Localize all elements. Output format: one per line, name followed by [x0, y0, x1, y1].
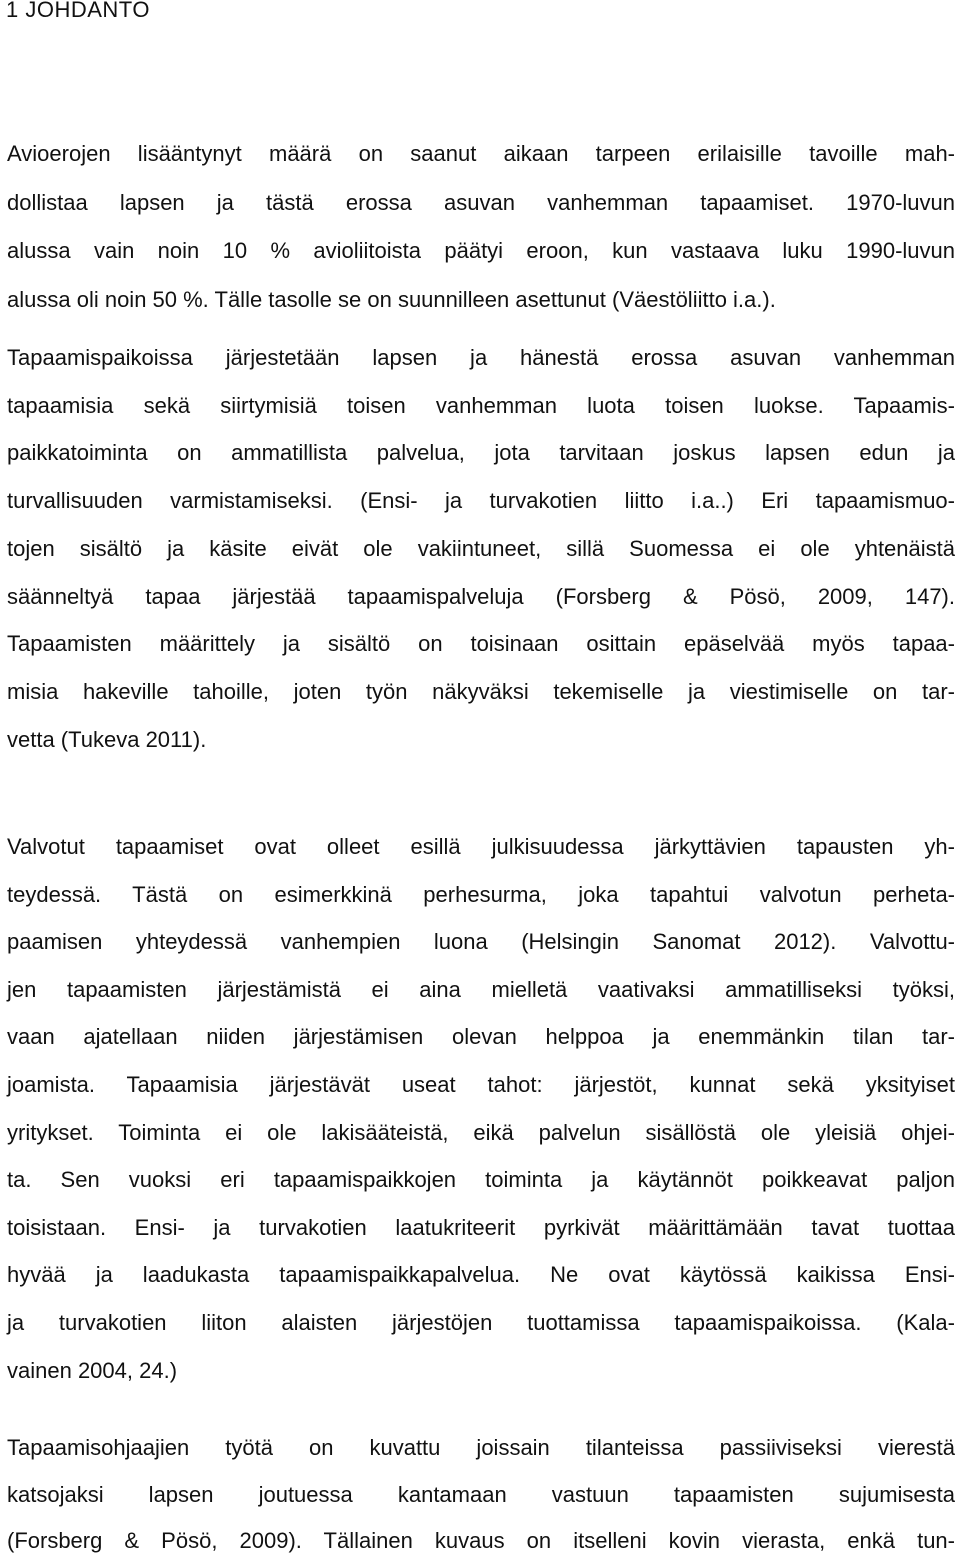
- paragraph-2: [7, 334, 955, 763]
- text-line: Avioerojen lisääntynyt määrä on saanut aikaan tarpeen erilaisille tavoille mah-: [7, 141, 955, 166]
- text-line: misia hakeville tahoille, joten työn näkyväksi tekemiselle ja viestimiselle on tar-: [7, 678, 955, 704]
- text-line: turvallisuuden varmistamiseksi. (Ensi- ja turvakotien liitto i.a..) Eri tapaamismuo-: [7, 488, 955, 514]
- text-line: toisistaan. Ensi- ja turvakotien laatukriteerit pyrkivät määrittämään tavat tuottaa: [7, 1214, 955, 1240]
- text-line: katsojaksi lapsen joutuessa kantamaan vastuun tapaamisten sujumisesta: [7, 1481, 955, 1507]
- text-line: Valvotut tapaamiset ovat olleet esillä julkisuudessa järkyttävien tapausten yh-: [7, 834, 955, 859]
- text-line: vaan ajatellaan niiden järjestämisen olevan helppoa ja enemmänkin tilan tar-: [7, 1024, 955, 1050]
- text-line: paamisen yhteydessä vanhempien luona (Helsingin Sanomat 2012). Valvottu-: [7, 929, 955, 955]
- text-line: alussa vain noin 10 % avioliitoista päätyi eroon, kun vastaava luku 1990-luvun: [7, 238, 955, 263]
- text-line: vetta (Tukeva 2011).: [7, 726, 207, 752]
- text-line: dollistaa lapsen ja tästä erossa asuvan vanhemman tapaamiset. 1970-luvun: [7, 189, 955, 215]
- text-line: ta. Sen vuoksi eri tapaamispaikkojen toiminta ja käytännöt poikkeavat paljon: [7, 1167, 955, 1193]
- paragraph-4: [7, 1425, 955, 1565]
- text-line: Tapaamisohjaajien työtä on kuvattu joissain tilanteissa passiiviseksi vierestä: [7, 1435, 955, 1460]
- text-line: (Forsberg & Pösö, 2009). Tällainen kuvaus on itselleni kovin vierasta, enkä tun-: [7, 1528, 955, 1553]
- text-line: Tapaamispaikoissa järjestetään lapsen ja hänestä erossa asuvan vanhemman: [7, 345, 955, 370]
- text-line: Tapaamisten määrittely ja sisältö on toisinaan osittain epäselvää myös tapaa-: [7, 631, 955, 657]
- text-line: paikkatoiminta on ammatillista palvelua, jota tarvitaan joskus lapsen edun ja: [7, 440, 955, 466]
- text-line: jen tapaamisten järjestämistä ei aina mielletä vaativaksi ammatilliseksi työksi,: [7, 976, 955, 1002]
- text-line: alussa oli noin 50 %. Tälle tasolle se on suunnilleen asettunut (Väestöliitto i.a.).: [7, 286, 776, 312]
- paragraph-3: [7, 823, 955, 1394]
- text-line: tapaamisia sekä siirtymisiä toisen vanhemman luota toisen luokse. Tapaamis-: [7, 392, 955, 418]
- chapter-heading: 1 JOHDANTO: [6, 0, 150, 22]
- text-line: hyvää ja laadukasta tapaamispaikkapalvelua. Ne ovat käytössä kaikissa Ensi-: [7, 1262, 955, 1288]
- text-line: yritykset. Toiminta ei ole lakisääteistä, eikä palvelun sisällöstä ole yleisiä ohjei-: [7, 1119, 955, 1145]
- text-line: tojen sisältö ja käsite eivät ole vakiintuneet, sillä Suomessa ei ole yhtenäistä: [7, 535, 955, 561]
- text-line: ja turvakotien liiton alaisten järjestöjen tuottamissa tapaamispaikoissa. (Kala-: [7, 1309, 955, 1335]
- text-line: teydessä. Tästä on esimerkkinä perhesurma, joka tapahtui valvotun perheta-: [7, 881, 955, 907]
- text-line: vainen 2004, 24.): [7, 1357, 178, 1383]
- text-line: säänneltyä tapaa järjestää tapaamispalveluja (Forsberg & Pösö, 2009, 147).: [7, 583, 955, 609]
- text-line: joamista. Tapaamisia järjestävät useat tahot: järjestöt, kunnat sekä yksityiset: [7, 1071, 955, 1097]
- paragraph-1: [7, 130, 955, 324]
